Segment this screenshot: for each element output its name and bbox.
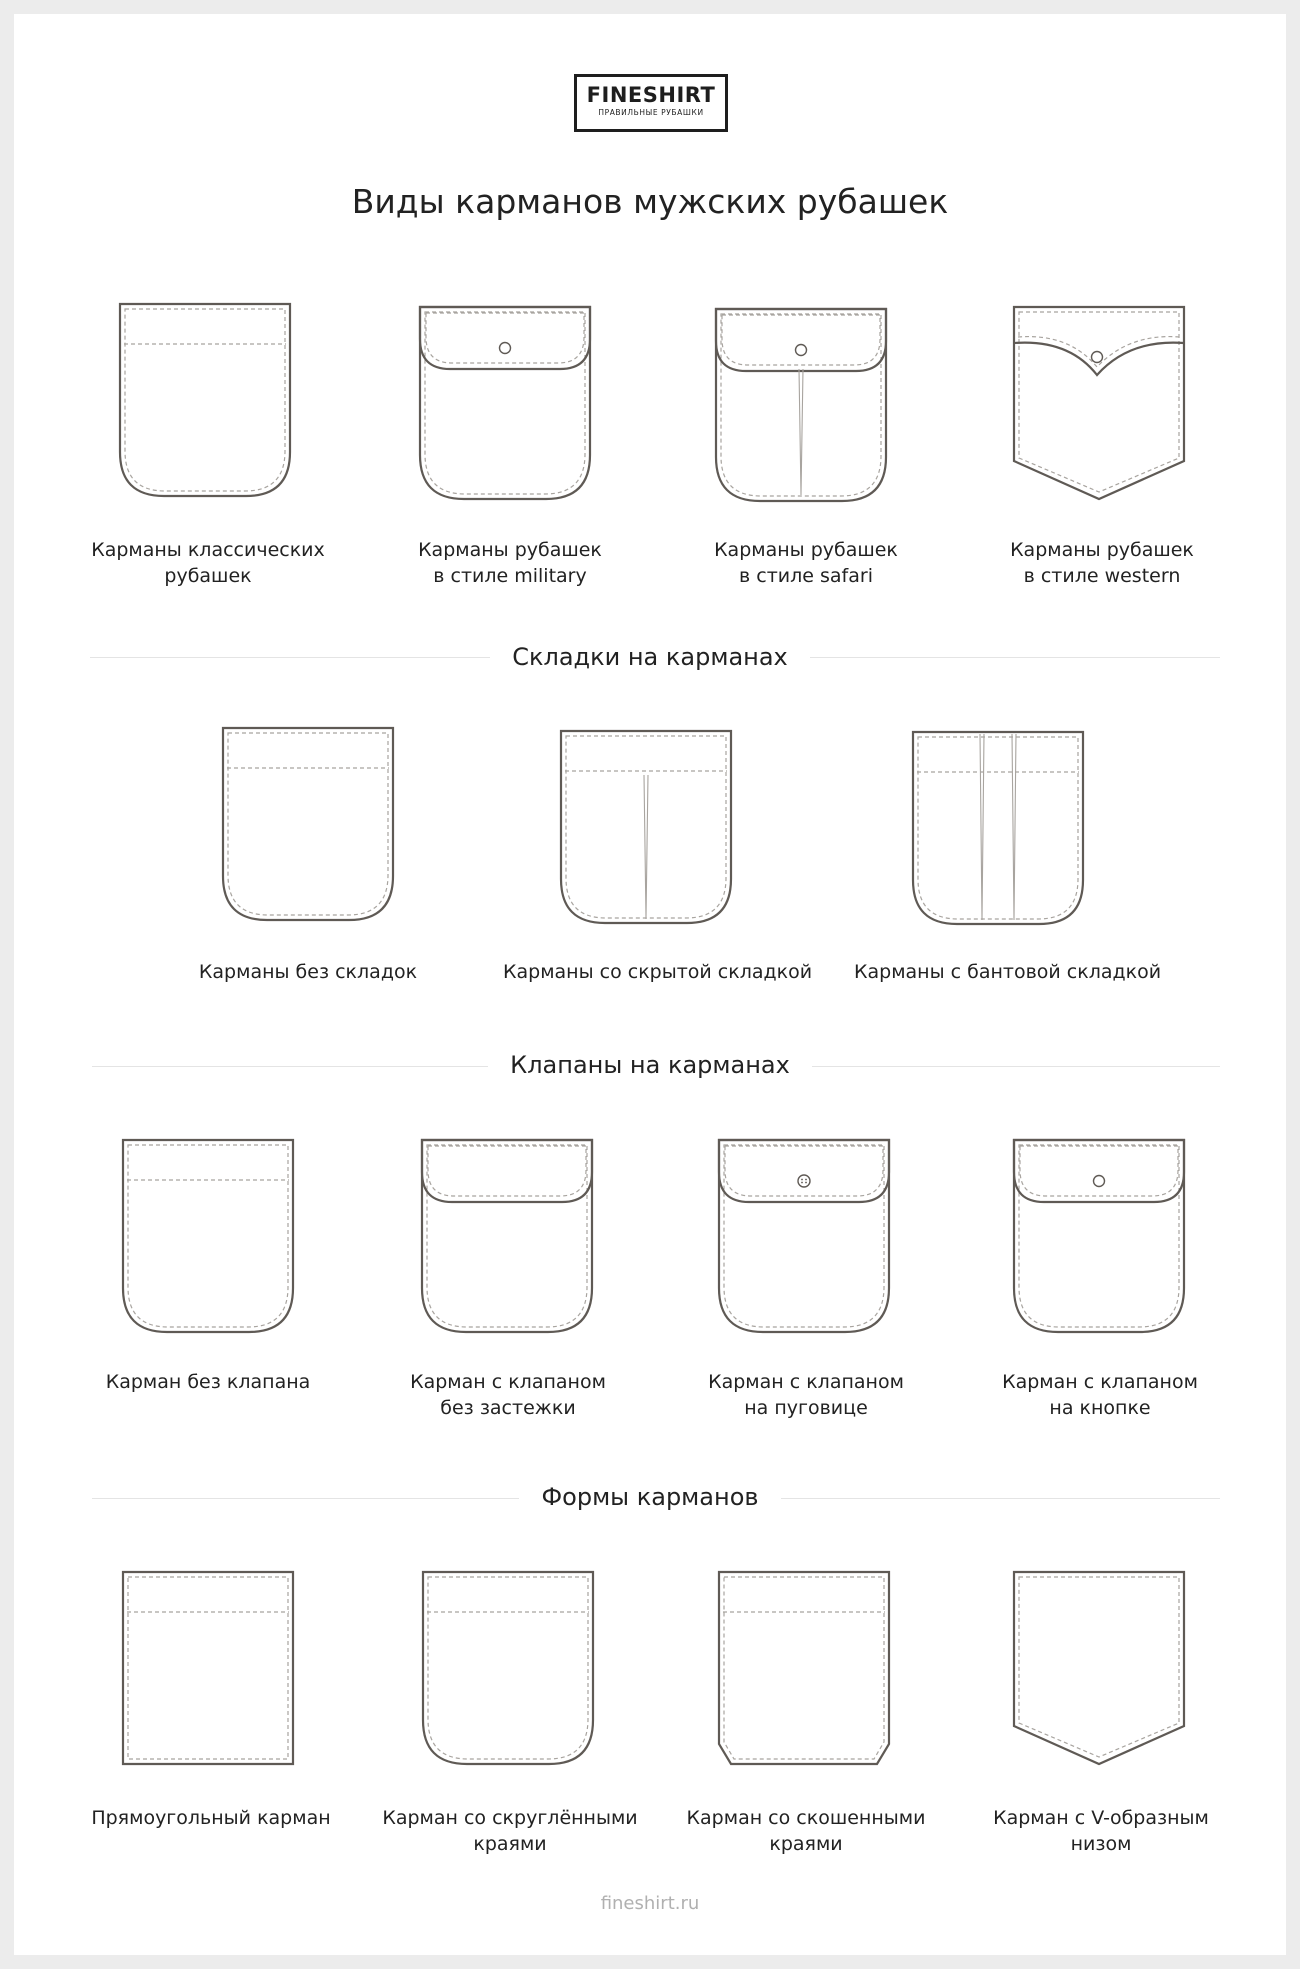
section-title-shapes bbox=[0, 1482, 1300, 1512]
pocket-stitching bbox=[128, 1577, 288, 1759]
pocket-beveled-illustration bbox=[717, 1570, 897, 1774]
button-hole bbox=[805, 1182, 807, 1184]
pocket-western-illustration bbox=[1012, 305, 1192, 509]
caption-flap-plain: Карман с клапаном без застежки bbox=[410, 1371, 606, 1419]
pocket-flap bbox=[719, 1140, 889, 1202]
caption-rounded: Карман со скруглёнными краями bbox=[382, 1807, 638, 1855]
fineshirt-logo bbox=[574, 74, 728, 132]
pocket-flap-stitching bbox=[428, 1146, 586, 1196]
caption-flap-snap: Карман с клапаном на кнопке bbox=[1002, 1371, 1198, 1419]
pocket-flap-stitching bbox=[426, 313, 584, 363]
pocket-v-bottom-illustration bbox=[1012, 1570, 1192, 1774]
pleat-line bbox=[799, 369, 803, 495]
pocket-military-illustration bbox=[418, 305, 598, 509]
pocket-outline bbox=[420, 307, 590, 499]
pocket-stitching bbox=[1019, 1577, 1179, 1757]
pocket-flap-stitching bbox=[725, 1146, 883, 1196]
pocket-outline bbox=[719, 1140, 889, 1332]
pleat-line bbox=[1012, 734, 1016, 920]
snap-icon bbox=[500, 343, 511, 354]
pocket-flap-stitching bbox=[722, 315, 880, 365]
button-hole bbox=[805, 1179, 807, 1181]
pocket-stitching bbox=[125, 309, 285, 491]
caption-beveled: Карман со скошенными краями bbox=[686, 1807, 926, 1855]
pocket-stitching bbox=[1019, 1145, 1179, 1327]
section-title-flaps-text: Клапаны на карманах bbox=[488, 1051, 812, 1079]
pocket-flap-button-illustration bbox=[717, 1138, 897, 1342]
pocket-outline bbox=[913, 732, 1083, 924]
pocket-stitching bbox=[918, 737, 1078, 919]
pocket-outline bbox=[1014, 1140, 1184, 1332]
caption-classic: Карманы классических рубашек bbox=[91, 539, 325, 587]
caption-safari: Карманы рубашек в стиле safari bbox=[714, 539, 898, 587]
pocket-flap-plain-illustration bbox=[420, 1138, 600, 1342]
pocket-box-pleat-illustration bbox=[911, 730, 1091, 934]
pocket-outline bbox=[719, 1572, 889, 1764]
pocket-flap bbox=[422, 1140, 592, 1202]
pocket-flap bbox=[716, 309, 886, 371]
page-title: Виды карманов мужских рубашек bbox=[351, 182, 949, 221]
pocket-stitching bbox=[724, 1145, 884, 1327]
caption-no-flap: Карман без клапана bbox=[105, 1371, 311, 1393]
pocket-stitching bbox=[1019, 312, 1179, 492]
caption-flap-button: Карман с клапаном на пуговице bbox=[708, 1371, 904, 1419]
pocket-flap-stitching bbox=[1020, 1146, 1178, 1196]
pocket-no-flap-illustration bbox=[121, 1138, 301, 1342]
pocket-stitching bbox=[724, 1577, 884, 1759]
pocket-rounded-illustration bbox=[421, 1570, 601, 1774]
pocket-outline bbox=[123, 1140, 293, 1332]
caption-hidden-pleat: Карманы со скрытой складкой bbox=[503, 961, 813, 983]
pocket-hidden-pleat-illustration bbox=[559, 729, 739, 933]
pocket-stitching bbox=[425, 312, 585, 494]
snap-icon bbox=[1094, 1176, 1105, 1187]
logo-brand: FINESHIRT bbox=[586, 83, 716, 107]
pocket-flap bbox=[420, 307, 590, 369]
pocket-classic-illustration bbox=[118, 302, 298, 508]
section-title-pleats bbox=[0, 642, 1300, 672]
pocket-rectangular-illustration bbox=[121, 1570, 301, 1774]
section-title-flaps bbox=[0, 1050, 1300, 1080]
caption-v-bottom: Карман с V-образным низом bbox=[993, 1807, 1209, 1855]
pocket-outline bbox=[123, 1572, 293, 1764]
button-hole bbox=[801, 1179, 803, 1181]
logo-tagline: ПРАВИЛЬНЫЕ РУБАШКИ bbox=[598, 108, 704, 117]
pocket-outline bbox=[1014, 307, 1184, 499]
pleat-line bbox=[644, 775, 648, 919]
section-title-shapes-text: Формы карманов bbox=[519, 1483, 780, 1511]
snap-icon bbox=[1092, 352, 1103, 363]
footer-site: fineshirt.ru bbox=[600, 1893, 700, 1914]
caption-western: Карманы рубашек в стиле western bbox=[1010, 539, 1194, 587]
section-title-pleats-text: Складки на карманах bbox=[490, 643, 810, 671]
pocket-flap-snap-illustration bbox=[1012, 1138, 1192, 1342]
pocket-outline bbox=[422, 1140, 592, 1332]
button-hole bbox=[801, 1182, 803, 1184]
pocket-outline bbox=[120, 304, 290, 496]
pocket-outline bbox=[1014, 1572, 1184, 1764]
pocket-no-pleat-illustration bbox=[221, 726, 401, 930]
caption-no-pleat: Карманы без складок bbox=[198, 961, 418, 983]
pocket-flap bbox=[1014, 1140, 1184, 1202]
caption-military: Карманы рубашек в стиле military bbox=[418, 539, 602, 587]
pocket-outline bbox=[223, 728, 393, 920]
pocket-stitching bbox=[228, 733, 388, 915]
pocket-safari-illustration bbox=[714, 307, 894, 511]
pocket-stitching bbox=[428, 1577, 588, 1759]
pocket-stitching bbox=[427, 1145, 587, 1327]
button-icon bbox=[798, 1175, 810, 1187]
pocket-outline bbox=[423, 1572, 593, 1764]
pocket-stitching bbox=[128, 1145, 288, 1327]
pleat-line bbox=[980, 734, 984, 920]
caption-box-pleat: Карманы с бантовой складкой bbox=[854, 961, 1162, 983]
snap-icon bbox=[796, 345, 807, 356]
caption-rectangular: Прямоугольный карман bbox=[91, 1807, 331, 1829]
